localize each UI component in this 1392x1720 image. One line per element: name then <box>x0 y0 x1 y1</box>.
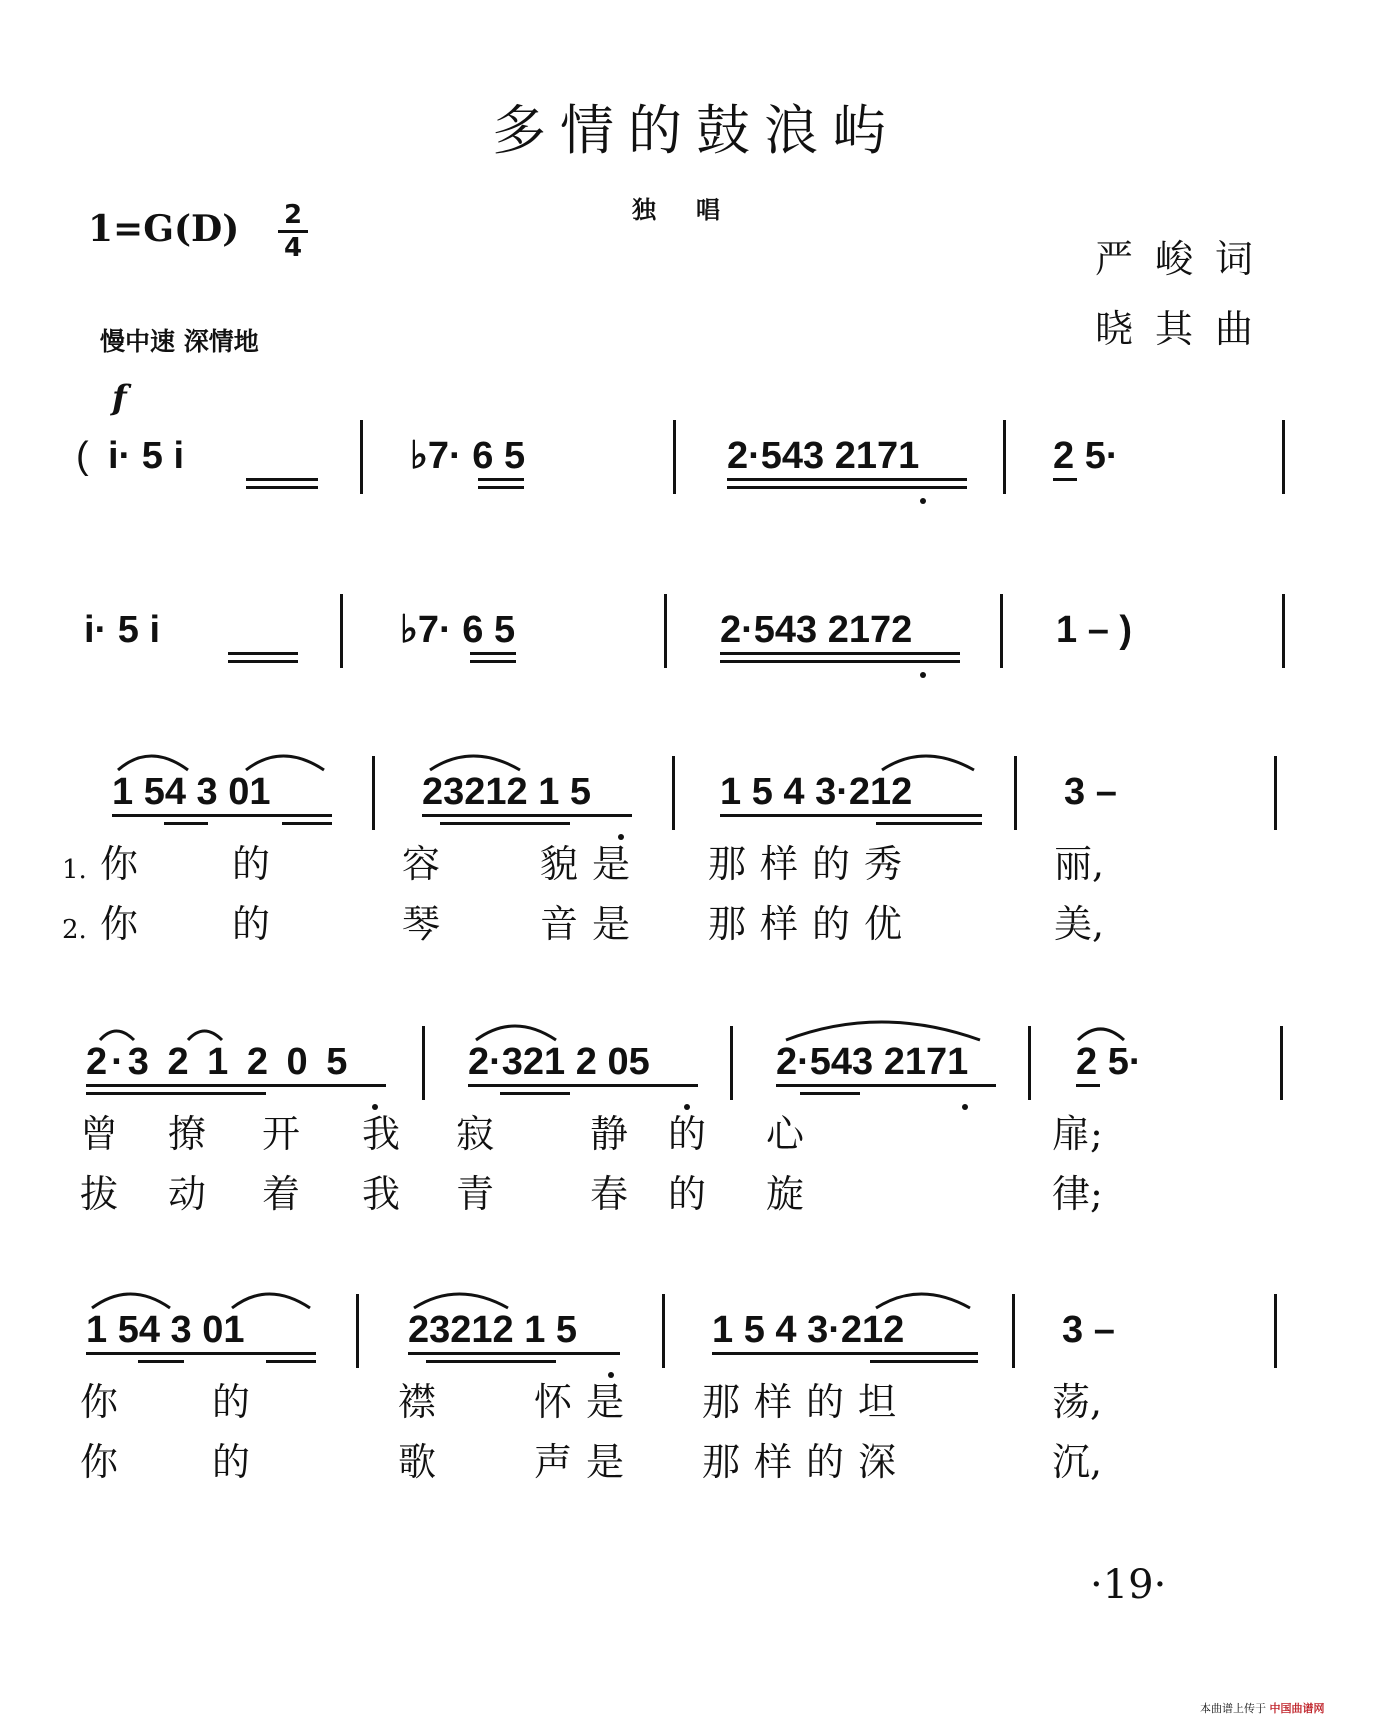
underline <box>712 1352 978 1355</box>
underline <box>426 1360 556 1363</box>
low-octave-dot <box>372 1104 378 1110</box>
measure-2: ♭7· 6 5 <box>400 609 516 651</box>
barline <box>1280 1026 1283 1100</box>
barline <box>340 594 343 668</box>
lyric-word: 貌是 <box>540 842 645 886</box>
barline <box>662 1294 665 1368</box>
score-system-4 <box>0 1041 1392 1216</box>
barline <box>356 1294 359 1368</box>
lyric-word: 青 <box>456 1172 495 1216</box>
barline <box>1028 1026 1031 1100</box>
measure-2: ♭7· 6 5 <box>410 435 526 477</box>
barline <box>1014 756 1017 830</box>
measure-1: i· 5 i <box>108 435 185 477</box>
lyric-word: 我 <box>362 1172 401 1216</box>
underline <box>86 1084 386 1087</box>
lyric-word: 的 <box>212 1380 251 1424</box>
lyric-word: 那样的优 <box>708 902 917 946</box>
barline <box>730 1026 733 1100</box>
lyric-word: 寂 <box>456 1112 495 1156</box>
barline <box>422 1026 425 1100</box>
lyric-word: 曾 <box>80 1112 119 1156</box>
underline <box>422 814 632 817</box>
underline <box>870 1360 978 1363</box>
lyric-word: 你 <box>80 1380 119 1424</box>
score-system-5 <box>0 1309 1392 1484</box>
lyric-word: 你 <box>80 1440 119 1484</box>
lyric-word: 那样的深 <box>702 1440 911 1484</box>
measure-2: 23212 1 5 <box>408 1309 578 1351</box>
underline <box>776 1084 996 1087</box>
barline <box>1274 756 1277 830</box>
tempo-marking: 慢中速 深情地 <box>100 327 259 356</box>
composer-credit: 晓其曲 <box>1095 307 1276 351</box>
barline <box>664 594 667 668</box>
lyric-word: 你 <box>100 902 139 946</box>
underline <box>478 478 524 481</box>
measure-4: 2 5· <box>1053 435 1119 477</box>
low-octave-dot <box>920 672 926 678</box>
lyric-word: 襟 <box>398 1380 437 1424</box>
underline <box>164 822 208 825</box>
underline <box>246 478 318 481</box>
underline <box>500 1092 570 1095</box>
lyric-word: 动 <box>168 1172 207 1216</box>
underline <box>800 1092 860 1095</box>
time-signature-bottom: 4 <box>283 233 303 263</box>
underline <box>727 486 967 489</box>
underline <box>1053 478 1077 481</box>
lyric-word: 声是 <box>534 1440 639 1484</box>
lyric-word: 的 <box>668 1112 707 1156</box>
lyric-word: 我 <box>362 1112 401 1156</box>
lyric-word: 那样的坦 <box>702 1380 911 1424</box>
underline <box>470 660 516 663</box>
upload-footer <box>1200 1700 1325 1716</box>
underline <box>720 814 982 817</box>
low-octave-dot <box>608 1372 614 1378</box>
underline <box>727 478 967 481</box>
lyric-word: 旋 <box>766 1172 805 1216</box>
lyricist-credit: 严峻词 <box>1095 237 1276 281</box>
underline <box>266 1360 316 1363</box>
lyric-word: 春 <box>590 1172 629 1216</box>
lyric-word: 你 <box>100 842 139 886</box>
footer-prefix: 本曲谱上传于 <box>1200 1702 1266 1715</box>
lyric-word: 拔 <box>80 1172 119 1216</box>
underline <box>470 652 516 655</box>
measure-4: 1 – ) <box>1056 609 1133 651</box>
underline <box>86 1092 266 1095</box>
measure-4: 2 5· <box>1076 1041 1142 1083</box>
underline <box>720 660 960 663</box>
low-octave-dot <box>684 1104 690 1110</box>
lyric-word: 美, <box>1054 902 1105 946</box>
measure-1: 1 54 3 01 <box>112 771 271 813</box>
lyric-word: 的 <box>232 842 271 886</box>
measure-4: 3 – <box>1062 1309 1115 1351</box>
underline <box>86 1352 316 1355</box>
barline <box>372 756 375 830</box>
lyric-word: 心 <box>766 1112 805 1156</box>
lyric-word: 怀是 <box>534 1380 639 1424</box>
underline <box>720 652 960 655</box>
dynamic-marking: f <box>112 378 127 418</box>
barline <box>1282 420 1285 494</box>
score-system-1 <box>0 436 1392 596</box>
lyric-word: 扉; <box>1052 1112 1103 1156</box>
measure-1: 1 54 3 01 <box>86 1309 245 1351</box>
lyric-word: 那样的秀 <box>708 842 917 886</box>
underline <box>138 1360 184 1363</box>
lyric-word: 律; <box>1052 1172 1103 1216</box>
lyric-word: 的 <box>212 1440 251 1484</box>
measure-3: 2·543 2171 <box>776 1041 969 1083</box>
underline <box>228 660 298 663</box>
barline <box>672 756 675 830</box>
lyric-word: 音是 <box>540 902 645 946</box>
lyric-word: 着 <box>262 1172 301 1216</box>
barline <box>1012 1294 1015 1368</box>
barline <box>1003 420 1006 494</box>
lyric-word: 沉, <box>1052 1440 1103 1484</box>
barline <box>1000 594 1003 668</box>
lyric-word: 琴 <box>402 902 441 946</box>
measure-3: 2·543 2171 <box>727 435 920 477</box>
site-brand[interactable]: 中国曲谱网 <box>1269 1702 1325 1715</box>
underline <box>408 1352 620 1355</box>
low-octave-dot <box>920 498 926 504</box>
measure-3: 1 5 4 3·212 <box>712 1309 905 1351</box>
lyric-word: 歌 <box>398 1440 437 1484</box>
barline <box>360 420 363 494</box>
underline <box>112 814 332 817</box>
lyric-word: 荡, <box>1052 1380 1103 1424</box>
lyric-word: 撩 <box>168 1112 207 1156</box>
measure-2: 2·321 2 05 <box>468 1041 650 1083</box>
barline <box>1274 1294 1277 1368</box>
time-signature <box>278 200 308 263</box>
underline <box>228 652 298 655</box>
measure-3: 2·543 2172 <box>720 609 913 651</box>
underline <box>1076 1084 1100 1087</box>
lyric-word: 容 <box>402 842 441 886</box>
underline <box>478 486 524 489</box>
lyric-verse-number: 1. <box>62 855 87 885</box>
lyric-word: 开 <box>262 1112 301 1156</box>
key-signature: 1=G(D) <box>88 208 240 250</box>
measure-1: i· 5 i <box>84 609 161 651</box>
barline <box>1282 594 1285 668</box>
time-signature-top: 2 <box>278 200 308 233</box>
underline <box>282 822 332 825</box>
lyric-word: 的 <box>232 902 271 946</box>
underline <box>468 1084 698 1087</box>
measure-1: 2·3 2 1 2 0 5 <box>86 1041 352 1083</box>
lyric-verse-number: 2. <box>62 915 87 945</box>
underline <box>246 486 318 489</box>
underline <box>876 822 982 825</box>
barline <box>673 420 676 494</box>
lyric-word: 静 <box>590 1112 629 1156</box>
low-octave-dot <box>962 1104 968 1110</box>
page-number: ·19· <box>1090 1562 1167 1608</box>
measure-2: 23212 1 5 <box>422 771 592 813</box>
measure-4: 3 – <box>1064 771 1117 813</box>
measure-3: 1 5 4 3·212 <box>720 771 913 813</box>
performance-type: 独唱 <box>632 196 760 224</box>
lyric-word: 丽, <box>1054 842 1105 886</box>
score-system-3 <box>0 771 1392 946</box>
song-title: 多情的鼓浪屿 <box>492 99 900 162</box>
low-octave-dot <box>618 834 624 840</box>
open-paren: ( <box>76 435 89 477</box>
underline <box>440 822 570 825</box>
lyric-word: 的 <box>668 1172 707 1216</box>
